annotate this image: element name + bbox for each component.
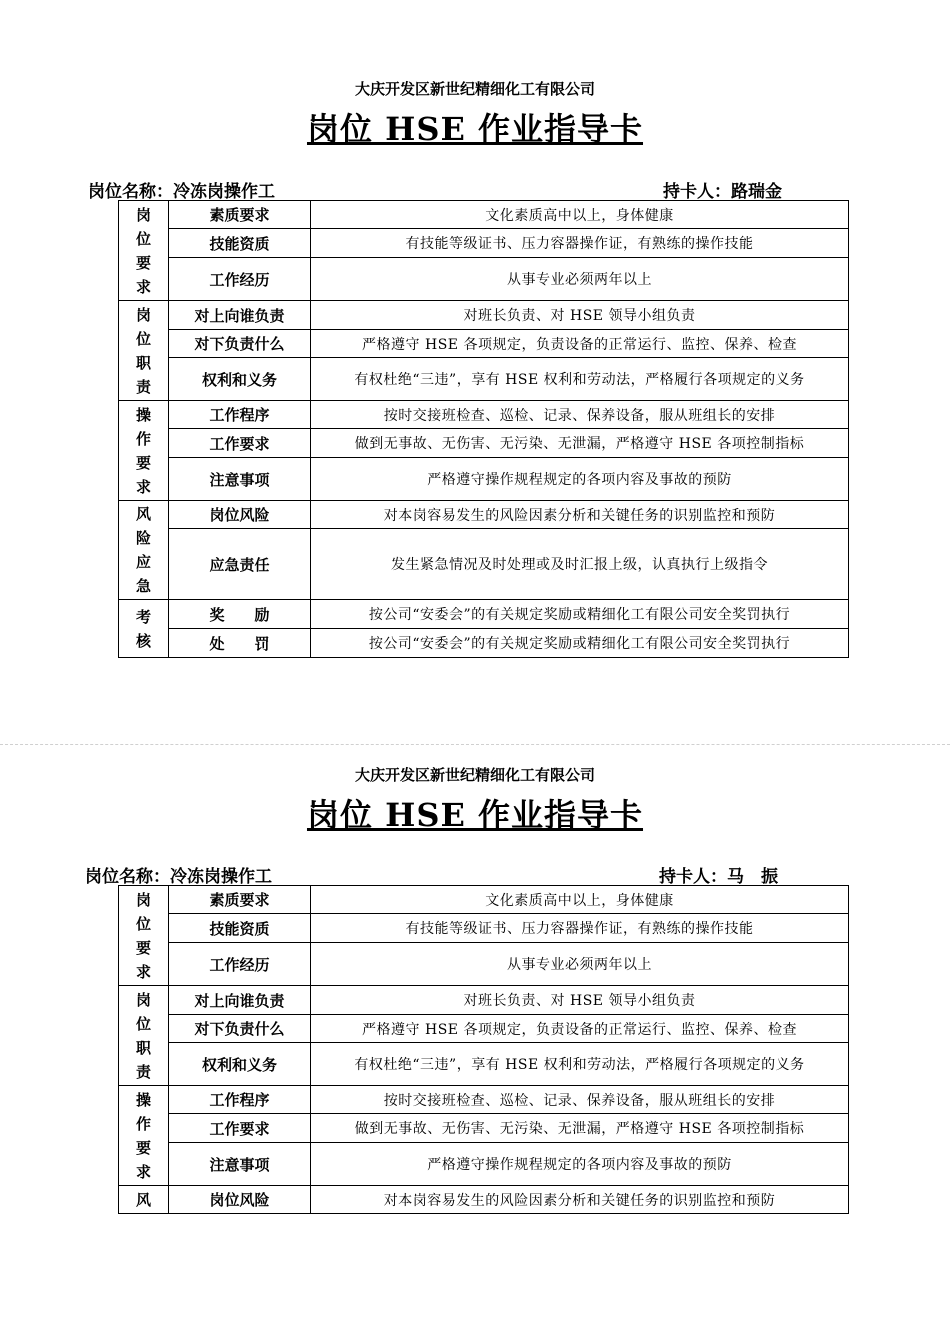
description-cell: 按公司“安委会”的有关规定奖励或精细化工有限公司安全奖罚执行 [311, 600, 849, 629]
item-cell: 工作经历 [169, 943, 311, 986]
position-label: 岗位名称：冷冻岗操作工 [88, 182, 275, 202]
table-row [119, 886, 849, 914]
category-cell [119, 886, 169, 986]
category-char: 核 [135, 631, 151, 650]
description-cell: 按时交接班检查、巡检、记录、保养设备，服从班组长的安排 [311, 1086, 849, 1114]
table-row [119, 501, 849, 529]
item-cell: 工作要求 [169, 429, 311, 458]
item-cell: 注意事项 [169, 1143, 311, 1186]
table-row [119, 401, 849, 429]
category-char: 责 [135, 377, 151, 396]
category-char: 位 [135, 329, 151, 348]
category-cell [119, 1186, 169, 1214]
description-cell: 做到无事故、无伤害、无污染、无泄漏，严格遵守 HSE 各项控制指标 [311, 1114, 849, 1143]
table-row [119, 986, 849, 1015]
item-cell: 工作要求 [169, 1114, 311, 1143]
description-cell: 对班长负责、对 HSE 领导小组负责 [311, 986, 849, 1015]
table-row [119, 1186, 849, 1214]
company-name: 大庆开发区新世纪精细化工有限公司 [354, 766, 595, 784]
description-cell: 严格遵守 HSE 各项规定，负责设备的正常运行、监控、保养、检查 [311, 1015, 849, 1043]
category-char: 风 [135, 1190, 151, 1209]
item-cell: 工作程序 [169, 401, 311, 429]
category-char: 职 [135, 353, 151, 372]
table-row [119, 1015, 849, 1043]
category-char: 风 [135, 505, 151, 523]
category-char: 位 [135, 914, 151, 933]
item-cell: 权利和义务 [169, 1043, 311, 1086]
category-char: 位 [135, 1014, 151, 1033]
category-char: 作 [135, 429, 151, 448]
item-cell: 对下负责什么 [169, 1015, 311, 1043]
table-row [119, 258, 849, 301]
item-cell: 技能资质 [169, 914, 311, 943]
category-char: 要 [135, 253, 151, 272]
description-cell: 发生紧急情况及时处理或及时汇报上级，认真执行上级指令 [311, 529, 849, 600]
description-cell: 按公司“安委会”的有关规定奖励或精细化工有限公司安全奖罚执行 [311, 629, 849, 658]
category-char: 要 [135, 1138, 151, 1157]
description-cell: 严格遵守操作规程规定的各项内容及事故的预防 [311, 1143, 849, 1186]
category-char: 岗 [135, 890, 151, 909]
description-cell: 严格遵守操作规程规定的各项内容及事故的预防 [311, 458, 849, 501]
table-row [119, 600, 849, 629]
category-char: 岗 [135, 990, 151, 1009]
item-cell: 奖 励 [169, 600, 311, 629]
table-row [119, 358, 849, 401]
description-cell: 从事专业必须两年以上 [311, 943, 849, 986]
description-cell: 文化素质高中以上，身体健康 [311, 886, 849, 914]
category-char: 求 [135, 477, 151, 496]
category-cell [119, 301, 169, 401]
item-cell: 处 罚 [169, 629, 311, 658]
description-cell: 有技能等级证书、压力容器操作证，有熟练的操作技能 [311, 914, 849, 943]
card-title: 岗位 HSE 作业指导卡 [306, 796, 644, 834]
table-row [119, 529, 849, 600]
description-cell: 有技能等级证书、压力容器操作证，有熟练的操作技能 [311, 229, 849, 258]
table-row [119, 1114, 849, 1143]
table-row [119, 301, 849, 330]
category-cell [119, 501, 169, 600]
item-cell: 素质要求 [169, 201, 311, 229]
table-row [119, 914, 849, 943]
description-cell: 严格遵守 HSE 各项规定，负责设备的正常运行、监控、保养、检查 [311, 330, 849, 358]
item-cell: 工作经历 [169, 258, 311, 301]
table-row [119, 201, 849, 229]
category-char: 岗 [135, 205, 151, 224]
category-char: 求 [135, 1162, 151, 1181]
hse-table [118, 200, 849, 658]
hse-table [118, 885, 849, 1214]
category-char: 求 [135, 962, 151, 981]
item-cell: 技能资质 [169, 229, 311, 258]
item-cell: 权利和义务 [169, 358, 311, 401]
category-char: 位 [135, 229, 151, 248]
table-row [119, 429, 849, 458]
category-char: 险 [135, 529, 151, 547]
table-row [119, 943, 849, 986]
table-row [119, 229, 849, 258]
description-cell: 做到无事故、无伤害、无污染、无泄漏，严格遵守 HSE 各项控制指标 [311, 429, 849, 458]
description-cell: 对本岗容易发生的风险因素分析和关键任务的识别监控和预防 [311, 1186, 849, 1214]
description-cell: 有权杜绝“三违”，享有 HSE 权利和劳动法，严格履行各项规定的义务 [311, 1043, 849, 1086]
category-cell [119, 401, 169, 501]
item-cell: 岗位风险 [169, 501, 311, 529]
category-char: 作 [135, 1114, 151, 1133]
description-cell: 按时交接班检查、巡检、记录、保养设备，服从班组长的安排 [311, 401, 849, 429]
table-row [119, 458, 849, 501]
description-cell: 文化素质高中以上，身体健康 [311, 201, 849, 229]
category-char: 岗 [135, 305, 151, 324]
item-cell: 对上向谁负责 [169, 986, 311, 1015]
description-cell: 从事专业必须两年以上 [311, 258, 849, 301]
company-name: 大庆开发区新世纪精细化工有限公司 [354, 80, 595, 98]
category-char: 考 [135, 607, 151, 626]
category-char: 急 [135, 577, 151, 595]
item-cell: 对下负责什么 [169, 330, 311, 358]
position-label: 岗位名称：冷冻岗操作工 [85, 867, 272, 887]
category-char: 求 [135, 277, 151, 296]
item-cell: 工作程序 [169, 1086, 311, 1114]
holder-label: 持卡人：路瑞金 [663, 182, 782, 202]
item-cell: 注意事项 [169, 458, 311, 501]
table-row [119, 629, 849, 658]
category-char: 操 [135, 1090, 151, 1109]
category-cell [119, 986, 169, 1086]
table-row [119, 1143, 849, 1186]
holder-label: 持卡人：马 振 [659, 867, 778, 887]
card-title: 岗位 HSE 作业指导卡 [306, 110, 644, 148]
page-divider [0, 744, 950, 745]
description-cell: 有权杜绝“三违”，享有 HSE 权利和劳动法，严格履行各项规定的义务 [311, 358, 849, 401]
item-cell: 素质要求 [169, 886, 311, 914]
category-char: 应 [135, 553, 151, 571]
item-cell: 岗位风险 [169, 1186, 311, 1214]
category-char: 操 [135, 405, 151, 424]
description-cell: 对本岗容易发生的风险因素分析和关键任务的识别监控和预防 [311, 501, 849, 529]
category-char: 要 [135, 938, 151, 957]
category-cell [119, 201, 169, 301]
category-cell [119, 1086, 169, 1186]
table-row [119, 330, 849, 358]
category-cell [119, 600, 169, 658]
table-row [119, 1086, 849, 1114]
category-char: 要 [135, 453, 151, 472]
item-cell: 应急责任 [169, 529, 311, 600]
category-char: 责 [135, 1062, 151, 1081]
description-cell: 对班长负责、对 HSE 领导小组负责 [311, 301, 849, 330]
item-cell: 对上向谁负责 [169, 301, 311, 330]
table-row [119, 1043, 849, 1086]
category-char: 职 [135, 1038, 151, 1057]
